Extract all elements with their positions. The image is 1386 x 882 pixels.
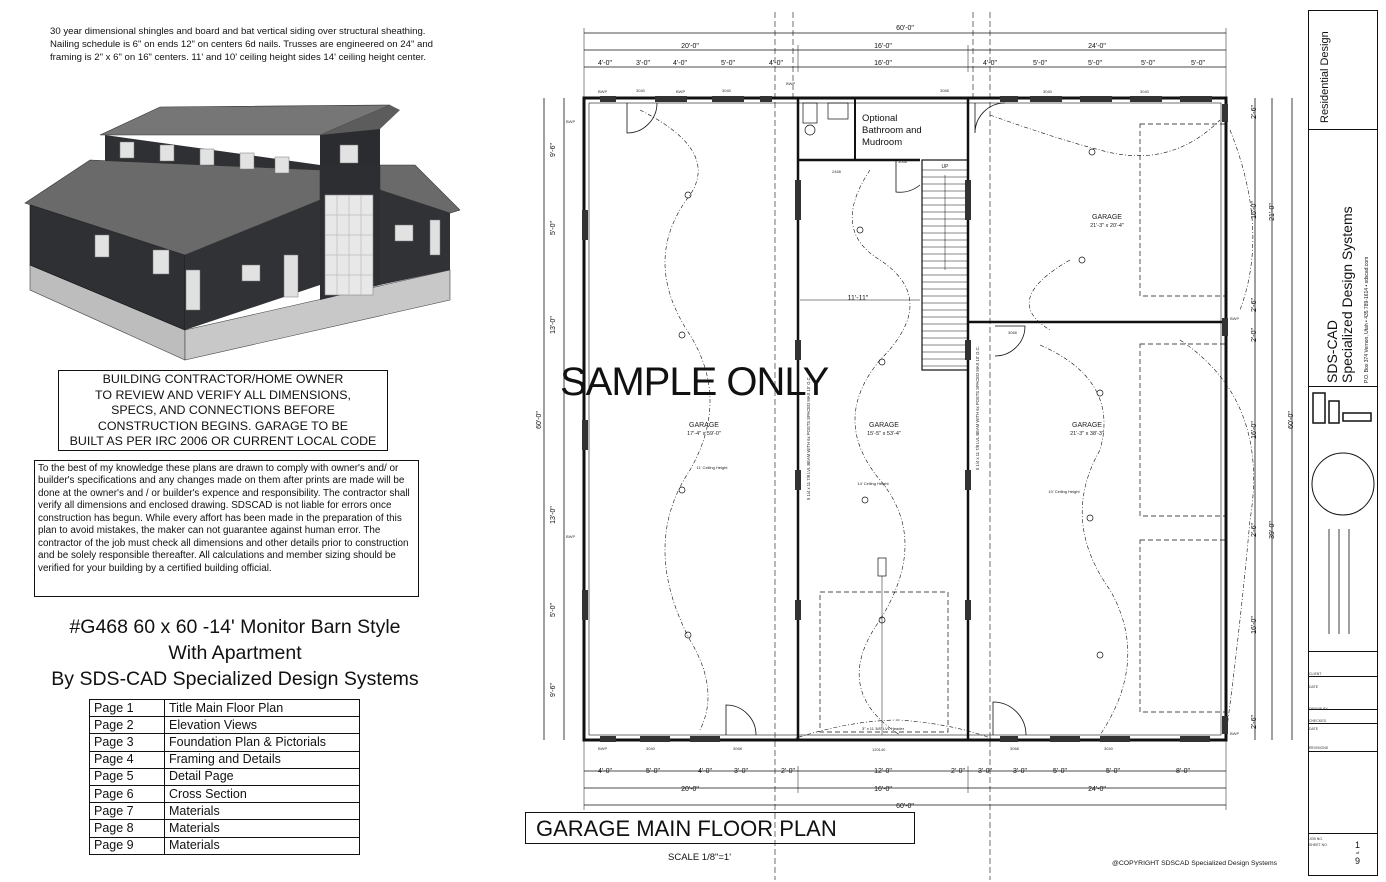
bottom-segment-dim: 4'-0" — [598, 768, 612, 775]
drawing-scale: SCALE 1/8"=1' — [668, 852, 732, 863]
page-number-cell: Page 3 — [90, 734, 165, 751]
table-row — [90, 768, 360, 785]
title-line: By SDS-CAD Specialized Design Systems — [51, 668, 419, 690]
construction-notes: 30 year dimensional shingles and board and bat vertical siding over structural sheathing. Nailing schedule is 6" on ends 12" on centers 6d nails. Trusses are engineered on 24" and framing is 2" x 6" on 16" centers. 11' and 10' ceiling height sides 14' ceiling height center. — [50, 26, 434, 63]
top-segment-dim: 4'-0" — [673, 60, 687, 67]
overall-depth-dim: 60'-0" — [536, 411, 543, 429]
field-label: CLIENT — [1309, 672, 1322, 676]
warning-line: SPECS, AND CONNECTIONS BEFORE — [111, 403, 335, 418]
drawing-title: GARAGE MAIN FLOOR PLAN — [525, 812, 915, 844]
bottom-segment-dim: 12'-0" — [874, 768, 892, 775]
left-segment-dim: 9'-6" — [550, 683, 557, 697]
ceiling-note: 14' Ceiling Height — [857, 481, 889, 486]
bath-room-label: Optional Bathroom and Mudroom — [862, 113, 922, 148]
side-dimension-labels — [536, 105, 1295, 729]
bottom-segment-dim: 3'-0" — [734, 768, 748, 775]
top-section-dim: 16'-0" — [874, 43, 892, 50]
room-size: 17'-4" x 59'-0" — [687, 431, 721, 437]
top-segment-dim: 5'-0" — [721, 60, 735, 67]
right-segment-dim: 16'-0" — [1251, 616, 1258, 634]
warning-line: TO REVIEW AND VERIFY ALL DIMENSIONS, — [95, 387, 351, 402]
door-tag: 3068 — [940, 88, 949, 93]
company-line: SDS-CAD — [1324, 319, 1340, 383]
bwp-tag: BWP — [598, 89, 608, 94]
bottom-segment-dim: 4'-0" — [698, 768, 712, 775]
residential-design-label: Residential Design — [1319, 31, 1331, 123]
bottom-segment-dim: 8'-0" — [1176, 768, 1190, 775]
top-section-dim: 20'-0" — [681, 43, 699, 50]
page-name-cell: Framing and Details — [165, 751, 360, 768]
left-segment-dim: 5'-0" — [550, 221, 557, 235]
right-section-dim: 21'-0" — [1269, 203, 1276, 221]
company-address: P.O. Box 374 Vernon, Utah • 435 789-1614 • sdscad.com — [1364, 256, 1370, 383]
ceiling-note: 10' Ceiling Height — [1048, 489, 1080, 494]
top-segment-dim: 5'-0" — [1088, 60, 1102, 67]
table-row — [90, 803, 360, 820]
bottom-segment-dim: 2'-0" — [951, 768, 965, 775]
bottom-section-dim: 24'-0" — [1088, 786, 1106, 793]
door-tag: 120140 — [872, 747, 886, 752]
page-name-cell: Title Main Floor Plan — [165, 700, 360, 717]
copyright-note: @COPYRIGHT SDSCAD Specialized Design Systems — [1112, 860, 1278, 867]
window-marks — [582, 96, 1228, 742]
room-size: 15'-5" x 53'-4" — [867, 431, 901, 437]
table-row — [90, 700, 360, 717]
room-name: GARAGE — [869, 422, 899, 429]
window-tag: 3040 — [636, 88, 645, 93]
right-segment-dim: 2'-6" — [1251, 105, 1258, 119]
right-segment-dim: 2'-6" — [1251, 298, 1258, 312]
field-label: REVISIONS — [1309, 746, 1329, 750]
title-line: With Apartment — [168, 642, 302, 664]
stair-treads — [922, 170, 968, 366]
sheet-total: 9 — [1355, 856, 1361, 866]
bwp-tag: BWP — [676, 89, 686, 94]
top-segment-dim: 5'-0" — [1033, 60, 1047, 67]
field-label: DRAWN BY — [1309, 707, 1328, 711]
warning-line: BUILT AS PER IRC 2006 OR CURRENT LOCAL CODE — [69, 434, 377, 449]
page-number-cell: Page 8 — [90, 820, 165, 837]
window-tag: 3040 — [646, 746, 655, 751]
bottom-segment-dim: 5'-0" — [1106, 768, 1120, 775]
door-tag: 2468 — [832, 169, 841, 174]
opening-tags — [566, 81, 1239, 752]
bwp-tag: BWP — [566, 534, 576, 539]
table-row — [90, 734, 360, 751]
right-segment-dim: 2'-6" — [1251, 523, 1258, 537]
disclaimer-box: To the best of my knowledge these plans are drawn to comply with owner's and/ or builder's specifications and any changes made on them after prints are made will be done at the owner's and / or builder's expence and responsibility. The contractor shall verify all dimensions and enclosed drawing. SDSCAD is not liable for errors once construction has begun. While every affort has been made in the preparation of this plan to avoid mistakes, the maker can not guarantee against human error. The contractor of the job must check all dimensions and other details prior to construction and be solely responsible thereafter. All calculations and member sizing should be verified for your building by a certified building official. — [34, 460, 419, 597]
bwp-tag: BWP — [786, 81, 796, 86]
door-tag: 3068 — [1010, 746, 1019, 751]
header-note: 3" x 11 3/8" LVL Header — [861, 726, 905, 731]
bottom-segment-dim: 5'-0" — [646, 768, 660, 775]
room-name: GARAGE — [1092, 214, 1122, 221]
overall-width-dim: 60'-0" — [896, 25, 914, 32]
left-segment-dim: 9'-6" — [550, 143, 557, 157]
room-name: GARAGE — [1072, 422, 1102, 429]
company-line: Specialized Design Systems — [1339, 206, 1355, 383]
top-segment-dim: 3'-0" — [636, 60, 650, 67]
top-section-dim: 24'-0" — [1088, 43, 1106, 50]
page-name-cell: Elevation Views — [165, 717, 360, 734]
page-name-cell: Foundation Plan & Pictorials — [165, 734, 360, 751]
right-section-dim: 39'-0" — [1269, 521, 1276, 539]
stair-up-label: UP — [941, 164, 949, 170]
window-tag: 3040 — [1140, 89, 1149, 94]
right-segment-dim: 2'-0" — [1251, 328, 1258, 342]
bottom-segment-dim: 2'-0" — [781, 768, 795, 775]
center-width-dim: 11'-11" — [847, 295, 869, 302]
ceiling-note: 11' Ceiling Height — [696, 465, 728, 470]
room-name: GARAGE — [689, 422, 719, 429]
page-name-cell: Cross Section — [165, 785, 360, 802]
top-segment-dim: 4'-0" — [769, 60, 783, 67]
right-segment-dim: 16'-0" — [1251, 201, 1258, 219]
title-block — [1308, 10, 1378, 876]
page-number-cell: Page 6 — [90, 785, 165, 802]
top-segment-dim: 16'-0" — [874, 60, 892, 67]
page-number-cell: Page 5 — [90, 768, 165, 785]
sheet-number — [1355, 841, 1360, 865]
page-name-cell: Materials — [165, 837, 360, 854]
bwp-tag: BWP — [598, 746, 608, 751]
bottom-segment-dim: 3'-0" — [978, 768, 992, 775]
sample-watermark: SAMPLE ONLY — [560, 360, 829, 404]
top-segment-dim: 4'-0" — [598, 60, 612, 67]
bwp-tag: BWP — [1230, 316, 1240, 321]
left-segment-dim: 13'-0" — [550, 316, 557, 334]
top-segment-dim: 5'-0" — [1191, 60, 1205, 67]
page-index-table — [89, 699, 360, 855]
bottom-segment-dim: 3'-0" — [1013, 768, 1027, 775]
field-label: SHEET NO. — [1309, 843, 1328, 847]
room-size: 21'-3" x 38'-3" — [1070, 431, 1104, 437]
window-tag: 3040 — [1043, 89, 1052, 94]
beam-note: 5 1/4 x 11 7/8 LVL BEAM WITH 6x POSTS SPACED MAX 10' O.C. — [975, 346, 980, 470]
table-row — [90, 717, 360, 734]
field-label: DATE — [1309, 685, 1319, 689]
door-tag: 3068 — [898, 159, 907, 164]
top-segment-dim: 4'-0" — [983, 60, 997, 67]
left-segment-dim: 13'-0" — [550, 506, 557, 524]
field-label: CHECKED — [1309, 719, 1327, 723]
bottom-section-dim: 20'-0" — [681, 786, 699, 793]
sheet-current: 1 — [1355, 840, 1361, 850]
warning-line: BUILDING CONTRACTOR/HOME OWNER — [102, 372, 344, 386]
table-row — [90, 785, 360, 802]
page-number-cell: Page 4 — [90, 751, 165, 768]
beam-note: 5 1/4 x 11 7/8 LVL BEAM WITH 6x POSTS SPACED MAX 10' O.C. — [806, 376, 811, 500]
door-tag: 3068 — [1008, 330, 1017, 335]
page-name-cell: Materials — [165, 803, 360, 820]
page-number-cell: Page 7 — [90, 803, 165, 820]
room-size: 21'-3" x 20'-4" — [1090, 223, 1124, 229]
left-segment-dim: 5'-0" — [550, 603, 557, 617]
bwp-tag: BWP — [1230, 731, 1240, 736]
right-segment-dim: 16'-0" — [1251, 421, 1258, 439]
right-segment-dim: 2'-6" — [1251, 715, 1258, 729]
bottom-segment-dim: 5'-0" — [1053, 768, 1067, 775]
page-name-cell: Detail Page — [165, 768, 360, 785]
page-number-cell: Page 2 — [90, 717, 165, 734]
title-block-graphics — [1309, 389, 1377, 639]
title-line: #G468 60 x 60 -14' Monitor Barn Style — [69, 616, 401, 638]
page-number-cell: Page 1 — [90, 700, 165, 717]
window-tag: 3040 — [722, 88, 731, 93]
window-tag: 3040 — [1104, 746, 1113, 751]
page-number-cell: Page 9 — [90, 837, 165, 854]
company-name — [1325, 206, 1355, 383]
contractor-warning-box — [58, 370, 388, 451]
room-labels — [687, 164, 1124, 731]
sheet-of: of — [1355, 850, 1360, 855]
bwp-tag: BWP — [566, 119, 576, 124]
plan-set-title — [20, 614, 450, 692]
barn-rendering — [20, 95, 460, 365]
warning-line: CONSTRUCTION BEGINS. GARAGE TO BE — [97, 418, 349, 433]
overall-width-dim: 60'-0" — [896, 803, 914, 810]
table-row — [90, 820, 360, 837]
page-name-cell: Materials — [165, 820, 360, 837]
table-row — [90, 751, 360, 768]
field-label: JOB NO. — [1309, 837, 1324, 841]
bottom-section-dim: 16'-0" — [874, 786, 892, 793]
table-row — [90, 837, 360, 854]
field-label: DATE — [1309, 727, 1319, 731]
door-tag: 3068 — [733, 746, 742, 751]
overall-depth-dim: 60'-0" — [1288, 411, 1295, 429]
top-segment-dim: 5'-0" — [1141, 60, 1155, 67]
